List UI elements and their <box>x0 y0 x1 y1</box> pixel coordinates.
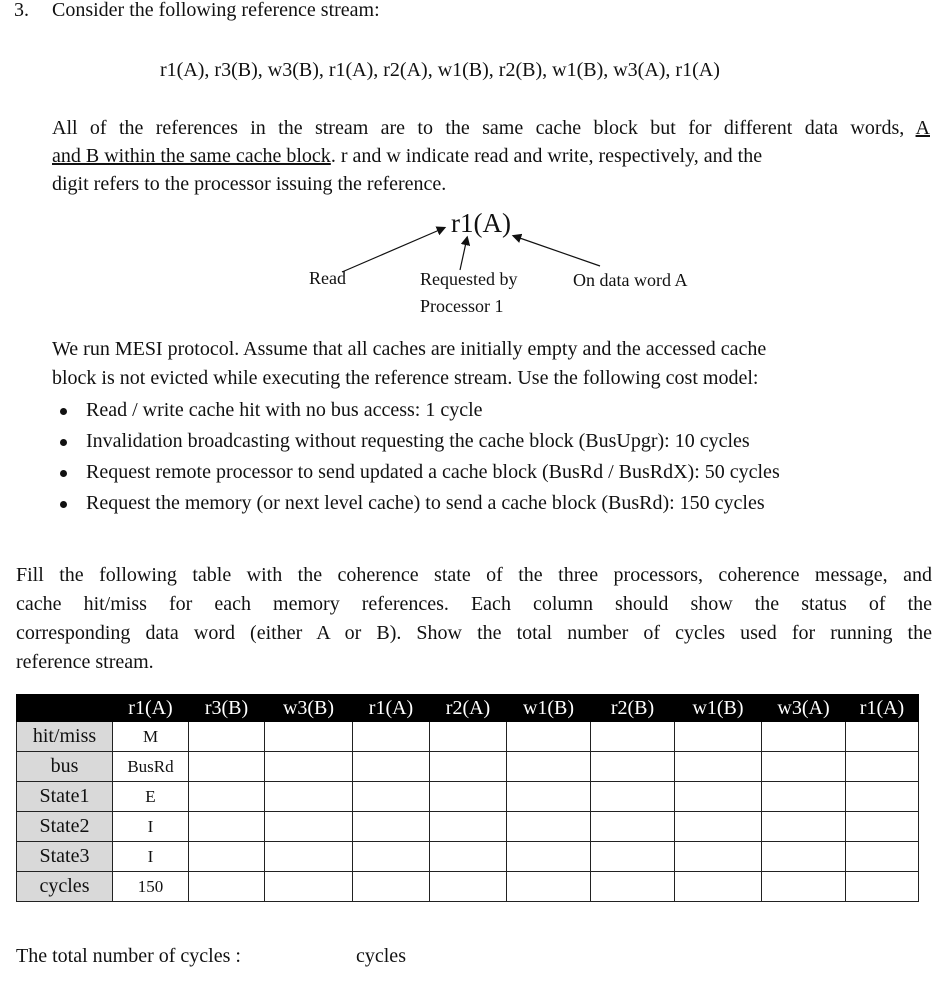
table-cell[interactable] <box>591 812 675 842</box>
cost-model-list <box>52 395 780 519</box>
table-cell[interactable] <box>675 812 762 842</box>
table-cell[interactable] <box>675 842 762 872</box>
table-cell[interactable] <box>675 722 762 752</box>
table-cell[interactable] <box>846 782 919 812</box>
table-cell[interactable] <box>507 752 591 782</box>
column-header: r2(B) <box>591 695 675 722</box>
figure-label-word: On data word A <box>573 270 688 290</box>
table-cell[interactable] <box>353 782 430 812</box>
table-cell[interactable] <box>846 812 919 842</box>
figure-label-read: Read <box>309 268 346 288</box>
reference-stream: r1(A), r3(B), w3(B), r1(A), r2(A), w1(B), r2(B), w1(B), w3(A), r1(A) <box>160 59 720 81</box>
table-cell[interactable] <box>675 782 762 812</box>
table-cell[interactable] <box>353 842 430 872</box>
table-cell[interactable] <box>846 842 919 872</box>
row-label: State1 <box>17 782 113 812</box>
row-label: bus <box>17 752 113 782</box>
table-row-hitmiss <box>17 722 919 752</box>
coherence-table <box>16 694 919 902</box>
fill-line1: Fill the following table with the coherence state of the three processors, coherence message, and <box>16 564 932 586</box>
table-cell[interactable]: BusRd <box>113 752 189 782</box>
table-corner <box>17 695 113 722</box>
table-cell[interactable] <box>189 782 265 812</box>
table-cell[interactable] <box>430 812 507 842</box>
cost-item <box>52 488 780 519</box>
table-cell[interactable] <box>353 752 430 782</box>
bullet-dot <box>60 439 67 446</box>
bullet-dot <box>60 501 67 508</box>
table-cell[interactable] <box>189 722 265 752</box>
table-cell[interactable] <box>591 782 675 812</box>
table-cell[interactable] <box>353 722 430 752</box>
table-cell[interactable]: 150 <box>113 872 189 902</box>
para1-line3: digit refers to the processor issuing the reference. <box>52 173 447 195</box>
table-cell[interactable]: I <box>113 842 189 872</box>
fill-instructions <box>16 561 932 677</box>
para1-underline-b: and B within the same cache block <box>52 145 331 167</box>
para1-underline-a: A <box>915 117 930 139</box>
table-cell[interactable] <box>430 782 507 812</box>
table-cell[interactable] <box>507 872 591 902</box>
table-cell[interactable] <box>507 722 591 752</box>
table-cell[interactable]: M <box>113 722 189 752</box>
table-cell[interactable]: I <box>113 812 189 842</box>
column-header: w3(A) <box>762 695 846 722</box>
table-cell[interactable] <box>762 872 846 902</box>
table-cell[interactable] <box>762 842 846 872</box>
row-label: hit/miss <box>17 722 113 752</box>
table-cell[interactable] <box>430 872 507 902</box>
table-cell[interactable]: E <box>113 782 189 812</box>
row-label: State2 <box>17 812 113 842</box>
mesi-line1: We run MESI protocol. Assume that all caches are initially empty and the accessed cache <box>52 338 767 360</box>
table-row-state2 <box>17 812 919 842</box>
table-cell[interactable] <box>675 872 762 902</box>
table-cell[interactable] <box>189 842 265 872</box>
cost-item-text: Read / write cache hit with no bus access: 1 cycle <box>86 399 483 421</box>
column-header: w1(B) <box>507 695 591 722</box>
table-cell[interactable] <box>265 812 353 842</box>
table-cell[interactable] <box>762 782 846 812</box>
row-label: State3 <box>17 842 113 872</box>
column-header: r1(A) <box>846 695 919 722</box>
table-cell[interactable] <box>675 752 762 782</box>
table-cell[interactable] <box>762 812 846 842</box>
column-header: r3(B) <box>189 695 265 722</box>
table-row-bus <box>17 752 919 782</box>
table-cell[interactable] <box>846 872 919 902</box>
table-row-state3 <box>17 842 919 872</box>
figure-label-requested: Requested by <box>420 269 518 289</box>
arrow-read <box>342 228 444 272</box>
bullet-dot <box>60 408 67 415</box>
table-cell[interactable] <box>353 812 430 842</box>
fill-line2: cache hit/miss for each memory references. Each column should show the status of the <box>16 593 932 615</box>
table-cell[interactable] <box>762 722 846 752</box>
para1-pre: All of the references in the stream are to the same cache block but for different data words, <box>52 117 916 139</box>
table-cell[interactable] <box>430 722 507 752</box>
table-cell[interactable] <box>507 782 591 812</box>
table-cell[interactable] <box>265 782 353 812</box>
para1-post: . r and w indicate read and write, respectively, and the <box>330 145 763 167</box>
cost-item <box>52 395 780 426</box>
total-cycles-input[interactable] <box>290 942 350 970</box>
cost-item-text: Invalidation broadcasting without requesting the cache block (BusUpgr): 10 cycles <box>86 430 750 452</box>
mesi-line2: block is not evicted while executing the reference stream. Use the following cost model: <box>52 367 759 389</box>
total-cycles-label: The total number of cycles : <box>16 945 241 967</box>
table-row-state1 <box>17 782 919 812</box>
column-header: r1(A) <box>353 695 430 722</box>
arrow-processor <box>460 238 467 270</box>
column-header: w3(B) <box>265 695 353 722</box>
column-header: r1(A) <box>113 695 189 722</box>
table-cell[interactable] <box>507 812 591 842</box>
fill-line4: reference stream. <box>16 651 154 673</box>
paragraph-references <box>52 114 930 198</box>
table-header-row <box>17 695 919 722</box>
column-header: w1(B) <box>675 695 762 722</box>
table-cell[interactable] <box>265 842 353 872</box>
question-intro: Consider the following reference stream: <box>52 0 380 21</box>
table-cell[interactable] <box>591 752 675 782</box>
table-cell[interactable] <box>507 842 591 872</box>
bullet-dot <box>60 470 67 477</box>
cost-item <box>52 457 780 488</box>
table-cell[interactable] <box>846 722 919 752</box>
table-cell[interactable] <box>591 842 675 872</box>
table-cell[interactable] <box>265 722 353 752</box>
table-cell[interactable] <box>189 752 265 782</box>
table-cell[interactable] <box>265 872 353 902</box>
table-row-cycles <box>17 872 919 902</box>
table-cell[interactable] <box>430 842 507 872</box>
question-number: 3. <box>14 0 29 21</box>
table-cell[interactable] <box>430 752 507 782</box>
column-header: r2(A) <box>430 695 507 722</box>
cost-item <box>52 426 780 457</box>
table-cell[interactable] <box>265 752 353 782</box>
total-cycles-unit: cycles <box>356 945 406 967</box>
table-cell[interactable] <box>591 722 675 752</box>
table-cell[interactable] <box>189 812 265 842</box>
table-cell[interactable] <box>846 752 919 782</box>
arrow-word <box>514 236 600 266</box>
row-label: cycles <box>17 872 113 902</box>
cost-item-text: Request the memory (or next level cache) to send a cache block (BusRd): 150 cycles <box>86 492 765 514</box>
figure-label-processor: Processor 1 <box>420 296 504 316</box>
figure-token: r1(A) <box>451 208 511 238</box>
table-cell[interactable] <box>189 872 265 902</box>
fill-line3: corresponding data word (either A or B). Show the total number of cycles used for running the <box>16 622 932 644</box>
table-cell[interactable] <box>353 872 430 902</box>
cost-item-text: Request remote processor to send updated a cache block (BusRd / BusRdX): 50 cycles <box>86 461 780 483</box>
table-cell[interactable] <box>591 872 675 902</box>
table-cell[interactable] <box>762 752 846 782</box>
